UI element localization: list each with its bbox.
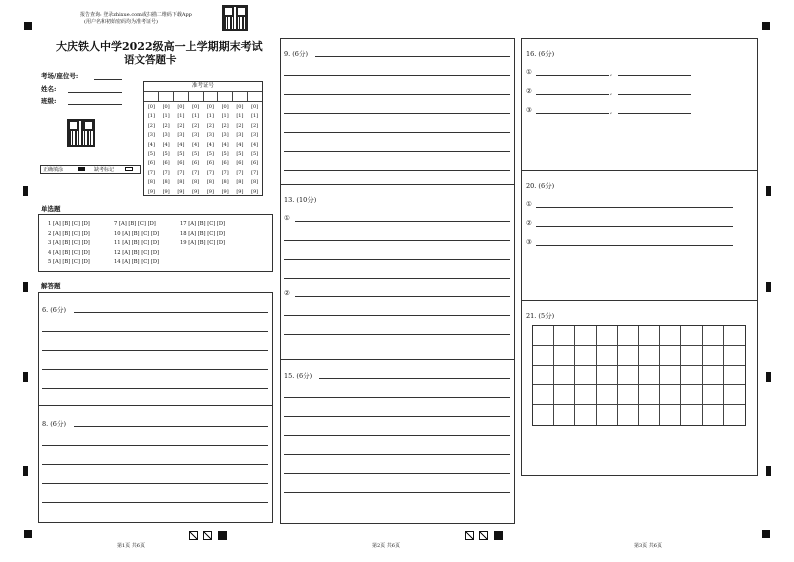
exam-number-bubble[interactable]: [2] [147, 122, 155, 129]
question-13-part2-mark: ② [284, 289, 290, 297]
question-16-mark3: ③ [526, 106, 532, 114]
page-mark-icon [479, 531, 488, 540]
question-20-mark2: ② [526, 219, 532, 227]
exam-number-digit-box [233, 92, 248, 101]
single-choice-item [180, 249, 238, 259]
exam-number-bubble[interactable]: [7] [192, 169, 200, 176]
exam-number-bubble[interactable]: [4] [192, 141, 200, 148]
question-13-part1-mark: ① [284, 214, 290, 222]
question-9-title: 9. (6分) [284, 50, 308, 58]
exam-number-bubble[interactable]: [3] [251, 132, 259, 139]
writing-grid-cell[interactable] [575, 385, 596, 405]
writing-grid-cell[interactable] [533, 326, 554, 346]
answer-line[interactable] [536, 226, 733, 227]
single-choice-item[interactable]: 7 [A] [B] [C] [D] [114, 221, 156, 227]
answer-line[interactable] [284, 113, 510, 114]
exam-number-bubble[interactable]: [6] [221, 160, 229, 167]
exam-number-bubble[interactable]: [0] [251, 104, 259, 110]
exam-number-title: 准考证号 [144, 82, 262, 92]
exam-number-bubble[interactable]: [0] [206, 104, 214, 110]
writing-grid-cell[interactable] [618, 366, 639, 386]
writing-grid-cell[interactable] [618, 326, 639, 346]
exam-number-column[interactable] [174, 103, 188, 197]
answer-line[interactable] [284, 259, 510, 260]
class-field[interactable] [68, 104, 122, 105]
writing-grid-cell[interactable] [575, 346, 596, 366]
name-label: 姓名: [41, 85, 57, 93]
answer-line[interactable] [284, 132, 510, 133]
exam-number-digit-box [189, 92, 204, 101]
writing-grid-cell[interactable] [681, 326, 702, 346]
writing-grid-cell[interactable] [660, 366, 681, 386]
writing-grid-cell[interactable] [533, 385, 554, 405]
answer-line[interactable] [284, 240, 510, 241]
single-choice-row [48, 258, 272, 268]
timing-mark [23, 282, 28, 292]
writing-grid-cell[interactable] [660, 385, 681, 405]
exam-number-bubble[interactable]: [2] [251, 122, 259, 129]
exam-number-bubble[interactable]: [8] [192, 179, 200, 186]
card-title: 语文答题卡 [124, 54, 177, 66]
answer-line[interactable] [284, 435, 510, 436]
exam-number-bubble[interactable]: [8] [162, 179, 170, 186]
writing-grid-cell[interactable] [681, 385, 702, 405]
exam-number-bubble[interactable]: [5] [236, 150, 244, 157]
exam-number-bubble[interactable]: [8] [206, 179, 214, 186]
answer-line[interactable] [536, 94, 609, 95]
answer-line[interactable] [42, 388, 268, 389]
question-6-box [38, 292, 273, 406]
exam-number-bubble[interactable]: [1] [236, 113, 244, 120]
answer-line[interactable] [319, 378, 510, 379]
exam-number-bubble[interactable]: [5] [192, 150, 200, 157]
exam-number-bubble[interactable]: [4] [221, 141, 229, 148]
exam-number-bubble[interactable]: [2] [177, 122, 185, 129]
absent-mark-checkbox[interactable] [125, 167, 133, 171]
exam-number-bubble[interactable]: [5] [251, 150, 259, 157]
question-16-separator: , [610, 88, 613, 96]
answer-line[interactable] [284, 473, 510, 474]
writing-grid-cell[interactable] [724, 366, 745, 386]
single-choice-item [180, 258, 238, 268]
question-20-title: 20. (6分) [526, 182, 555, 190]
question-16-mark1: ① [526, 68, 532, 76]
page-1-footer: 第1页 共6页 [117, 543, 145, 549]
exam-number-bubble[interactable]: [3] [147, 132, 155, 139]
question-15-title: 15. (6分) [284, 372, 313, 380]
writing-grid-cell[interactable] [597, 366, 618, 386]
single-choice-item[interactable]: 11 [A] [B] [C] [D] [114, 240, 160, 246]
exam-number-bubble[interactable]: [5] [162, 150, 170, 157]
writing-grid-cell[interactable] [639, 326, 660, 346]
exam-number-bubble[interactable]: [0] [236, 104, 244, 110]
exam-number-bubble[interactable]: [0] [147, 104, 155, 110]
exam-number-bubble[interactable]: [1] [251, 113, 259, 120]
exam-number-bubble[interactable]: [7] [221, 169, 229, 176]
writing-grid-cell[interactable] [703, 326, 724, 346]
answer-line[interactable] [42, 502, 268, 503]
qr-code-icon [222, 5, 248, 31]
answer-line[interactable] [42, 350, 268, 351]
writing-grid-cell[interactable] [703, 405, 724, 425]
exam-number-bubble[interactable]: [7] [251, 169, 259, 176]
exam-number-column[interactable] [159, 103, 173, 197]
writing-grid-cell[interactable] [639, 366, 660, 386]
question-15-box [280, 359, 515, 524]
exam-number-digit-box [218, 92, 233, 101]
question-21-box [521, 300, 758, 476]
timing-mark [23, 466, 28, 476]
writing-grid-cell[interactable] [639, 346, 660, 366]
writing-grid-cell[interactable] [681, 346, 702, 366]
registration-mark-top-left [24, 22, 32, 30]
answer-line[interactable] [618, 94, 691, 95]
writing-grid-cell[interactable] [639, 405, 660, 425]
page-mark-icon [203, 531, 212, 540]
exam-number-bubble[interactable]: [2] [236, 122, 244, 129]
exam-number-bubble[interactable]: [7] [236, 169, 244, 176]
writing-grid-cell[interactable] [618, 405, 639, 425]
timing-mark [766, 466, 771, 476]
writing-grid-cell[interactable] [681, 366, 702, 386]
exam-number-bubble[interactable]: [3] [192, 132, 200, 139]
exam-number-bubble[interactable]: [1] [206, 113, 214, 120]
answer-line[interactable] [284, 94, 510, 95]
exam-number-bubble[interactable]: [4] [236, 141, 244, 148]
question-8-title: 8. (6分) [42, 420, 66, 428]
page-mark-icon [189, 531, 198, 540]
exam-number-column[interactable] [144, 103, 158, 197]
single-choice-item[interactable]: 5 [A] [B] [C] [D] [48, 259, 90, 265]
writing-grid-cell[interactable] [703, 366, 724, 386]
report-notice-line2: (用户名和初始密码均为准考证号) [84, 19, 158, 25]
exam-number-digit-box [174, 92, 189, 101]
class-label: 班级: [41, 97, 57, 105]
question-9-box [280, 38, 515, 185]
writing-grid-cell[interactable] [554, 326, 575, 346]
exam-number-bubble[interactable]: [6] [251, 160, 259, 167]
question-16-mark2: ② [526, 87, 532, 95]
student-qr-code-icon [67, 119, 95, 147]
writing-grid-cell[interactable] [575, 326, 596, 346]
registration-mark-top-right [762, 22, 770, 30]
exam-number-box [143, 81, 263, 196]
exam-number-bubble[interactable]: [9] [206, 188, 214, 195]
single-choice-item[interactable]: 14 [A] [B] [C] [D] [114, 259, 160, 265]
writing-grid-cell[interactable] [639, 385, 660, 405]
exam-number-bubble[interactable]: [5] [177, 150, 185, 157]
writing-grid-cell[interactable] [724, 385, 745, 405]
answer-line[interactable] [74, 312, 268, 313]
exam-number-bubble[interactable]: [9] [221, 188, 229, 195]
writing-grid-cell[interactable] [618, 346, 639, 366]
exam-number-column[interactable] [218, 103, 232, 197]
single-choice-rows[interactable] [48, 220, 272, 268]
exam-number-bubble[interactable]: [1] [147, 113, 155, 120]
exam-number-bubble[interactable]: [8] [147, 179, 155, 186]
writing-grid-cell[interactable] [618, 385, 639, 405]
exam-number-bubble[interactable]: [4] [251, 141, 259, 148]
single-choice-row [48, 249, 272, 259]
exam-number-bubble[interactable]: [6] [177, 160, 185, 167]
writing-grid-cell[interactable] [533, 366, 554, 386]
exam-number-bubble[interactable]: [0] [192, 104, 200, 110]
question-13-box [280, 184, 515, 360]
exam-number-column[interactable] [233, 103, 247, 197]
question-16-box [521, 38, 758, 171]
name-field[interactable] [68, 92, 122, 93]
exam-number-bubble[interactable]: [3] [162, 132, 170, 139]
single-choice-row [48, 220, 272, 230]
answer-line[interactable] [295, 296, 510, 297]
question-20-box [521, 170, 758, 301]
answer-line[interactable] [295, 221, 510, 222]
exam-number-bubble[interactable]: [3] [221, 132, 229, 139]
room-seat-field[interactable] [94, 79, 122, 80]
writing-grid-cell[interactable] [724, 346, 745, 366]
answer-line[interactable] [284, 170, 510, 171]
exam-number-digit-box [159, 92, 174, 101]
writing-grid-cell[interactable] [703, 385, 724, 405]
question-13-title: 13. (10分) [284, 196, 317, 204]
question-20-mark3: ③ [526, 238, 532, 246]
answer-line[interactable] [284, 278, 510, 279]
exam-number-bubble[interactable]: [1] [177, 113, 185, 120]
exam-number-bubble[interactable]: [2] [192, 122, 200, 129]
exam-number-column[interactable] [248, 103, 262, 197]
writing-grid-cell[interactable] [554, 346, 575, 366]
writing-grid-cell[interactable] [660, 346, 681, 366]
timing-mark [766, 372, 771, 382]
writing-grid-cell[interactable] [575, 405, 596, 425]
writing-grid-cell[interactable] [597, 326, 618, 346]
exam-number-bubble[interactable]: [7] [162, 169, 170, 176]
single-choice-item[interactable]: 19 [A] [B] [C] [D] [180, 240, 226, 246]
question-16-separator: , [610, 107, 613, 115]
writing-grid-cell[interactable] [597, 405, 618, 425]
exam-number-bubble[interactable]: [5] [206, 150, 214, 157]
answer-line[interactable] [42, 331, 268, 332]
single-choice-row [48, 239, 272, 249]
exam-number-bubble[interactable]: [2] [221, 122, 229, 129]
single-choice-box [38, 214, 273, 272]
correct-fill-label: 正确填涂 [43, 167, 64, 173]
question-20-mark1: ① [526, 200, 532, 208]
page-3-footer: 第3页 共6页 [634, 543, 662, 549]
writing-grid-cell[interactable] [554, 385, 575, 405]
exam-number-column[interactable] [189, 103, 203, 197]
answer-line[interactable] [74, 426, 268, 427]
exam-number-bubble[interactable]: [6] [206, 160, 214, 167]
answer-line[interactable] [284, 492, 510, 493]
answer-line[interactable] [284, 315, 510, 316]
exam-number-bubble[interactable]: [7] [147, 169, 155, 176]
timing-mark [766, 186, 771, 196]
exam-number-column[interactable] [203, 103, 217, 197]
writing-grid-cell[interactable] [533, 405, 554, 425]
exam-number-bubble[interactable]: [0] [221, 104, 229, 110]
answer-line[interactable] [315, 56, 510, 57]
single-choice-item[interactable]: 4 [A] [B] [C] [D] [48, 249, 90, 256]
writing-grid[interactable] [532, 325, 746, 426]
exam-number-bubble[interactable]: [2] [206, 122, 214, 129]
exam-number-bubble[interactable]: [8] [236, 179, 244, 186]
answer-line[interactable] [536, 245, 733, 246]
exam-number-digit-box [144, 92, 159, 101]
single-choice-title: 单选题 [41, 205, 61, 213]
answer-line[interactable] [42, 445, 268, 446]
answer-line[interactable] [536, 207, 733, 208]
answer-line[interactable] [536, 75, 609, 76]
registration-mark-bottom-right [762, 530, 770, 538]
page-mark-icon [465, 531, 474, 540]
answer-section-title: 解答题 [41, 282, 61, 290]
writing-grid-cell[interactable] [597, 346, 618, 366]
exam-number-bubble[interactable]: [7] [206, 169, 214, 176]
question-16-title: 16. (6分) [526, 50, 555, 58]
timing-mark [23, 186, 28, 196]
exam-number-bubble[interactable]: [7] [177, 169, 185, 176]
writing-grid-cell[interactable] [554, 366, 575, 386]
writing-grid-cell[interactable] [681, 405, 702, 425]
answer-line[interactable] [618, 75, 691, 76]
single-choice-row [48, 230, 272, 240]
question-6-title: 6. (6分) [42, 306, 66, 314]
answer-line[interactable] [618, 113, 691, 114]
exam-number-digit-box [204, 92, 219, 101]
exam-number-bubble[interactable]: [1] [221, 113, 229, 120]
writing-grid-cell[interactable] [575, 366, 596, 386]
exam-number-bubble[interactable]: [6] [147, 160, 155, 167]
exam-number-bubble[interactable]: [3] [206, 132, 214, 139]
answer-line[interactable] [284, 397, 510, 398]
exam-number-bubble[interactable]: [0] [177, 104, 185, 110]
writing-grid-cell[interactable] [533, 346, 554, 366]
single-choice-item[interactable]: 17 [A] [B] [C] [D] [180, 221, 226, 227]
answer-line[interactable] [42, 483, 268, 484]
exam-number-bubble[interactable]: [9] [162, 188, 170, 195]
writing-grid-cell[interactable] [660, 326, 681, 346]
exam-number-bubble[interactable]: [9] [251, 188, 259, 195]
answer-line[interactable] [42, 464, 268, 465]
writing-grid-cell[interactable] [724, 405, 745, 425]
writing-grid-cell[interactable] [660, 405, 681, 425]
exam-number-bubble[interactable]: [5] [221, 150, 229, 157]
single-choice-item[interactable]: 18 [A] [B] [C] [D] [180, 230, 226, 237]
page-mark-icon [218, 531, 227, 540]
exam-number-bubble[interactable]: [4] [177, 141, 185, 148]
exam-number-bubble[interactable]: [3] [177, 132, 185, 139]
exam-number-bubble[interactable]: [9] [177, 188, 185, 195]
absent-mark-label: 缺考标记 [94, 167, 115, 173]
single-choice-item[interactable]: 10 [A] [B] [C] [D] [114, 230, 160, 237]
page-mark-icon [494, 531, 503, 540]
writing-grid-cell[interactable] [703, 346, 724, 366]
exam-number-bubble[interactable]: [9] [147, 188, 155, 195]
question-21-title: 21. (5分) [526, 312, 555, 320]
timing-mark [23, 372, 28, 382]
single-choice-item[interactable]: 3 [A] [B] [C] [D] [48, 240, 90, 246]
question-16-separator: , [610, 69, 613, 77]
page-2-footer: 第2页 共6页 [372, 543, 400, 549]
school-title: 大庆铁人中学2022级高一上学期期末考试 [56, 40, 263, 53]
writing-grid-cell[interactable] [724, 326, 745, 346]
question-8-box [38, 405, 273, 523]
report-notice-line1: 报告查询: 登录zhixue.com或扫描二维码下载App [80, 12, 192, 18]
exam-number-bubble[interactable]: [4] [147, 141, 155, 148]
exam-number-bubble[interactable]: [8] [251, 179, 259, 186]
exam-number-digit-box [248, 92, 262, 101]
answer-line[interactable] [284, 454, 510, 455]
single-choice-item[interactable]: 12 [A] [B] [C] [D] [114, 249, 160, 256]
answer-line[interactable] [536, 113, 609, 114]
exam-number-bubble[interactable]: [9] [236, 188, 244, 195]
exam-number-bubble[interactable]: [8] [221, 179, 229, 186]
exam-number-bubble[interactable]: [6] [162, 160, 170, 167]
exam-number-bubble[interactable]: [1] [192, 113, 200, 120]
answer-line[interactable] [284, 151, 510, 152]
exam-number-bubble[interactable]: [5] [147, 150, 155, 157]
exam-number-bubble[interactable]: [4] [206, 141, 214, 148]
exam-number-bubble[interactable]: [0] [162, 104, 170, 110]
exam-number-bubble[interactable]: [6] [192, 160, 200, 167]
exam-number-bubble[interactable]: [1] [162, 113, 170, 120]
timing-mark [766, 282, 771, 292]
exam-number-bubble[interactable]: [3] [236, 132, 244, 139]
exam-number-bubble[interactable]: [2] [162, 122, 170, 129]
exam-number-bubbles[interactable] [144, 102, 262, 198]
exam-number-bubble[interactable]: [8] [177, 179, 185, 186]
writing-grid-cell[interactable] [597, 385, 618, 405]
answer-line[interactable] [42, 369, 268, 370]
exam-number-bubble[interactable]: [6] [236, 160, 244, 167]
answer-line[interactable] [284, 416, 510, 417]
exam-number-bubble[interactable]: [4] [162, 141, 170, 148]
room-seat-label: 考场/座位号: [41, 72, 79, 80]
answer-line[interactable] [284, 75, 510, 76]
single-choice-item[interactable]: 2 [A] [B] [C] [D] [48, 230, 90, 237]
writing-grid-cell[interactable] [554, 405, 575, 425]
single-choice-item[interactable]: 1 [A] [B] [C] [D] [48, 221, 90, 227]
registration-mark-bottom-left [24, 530, 32, 538]
exam-number-bubble[interactable]: [9] [192, 188, 200, 195]
answer-line[interactable] [284, 334, 510, 335]
correct-fill-sample-icon [78, 167, 85, 171]
